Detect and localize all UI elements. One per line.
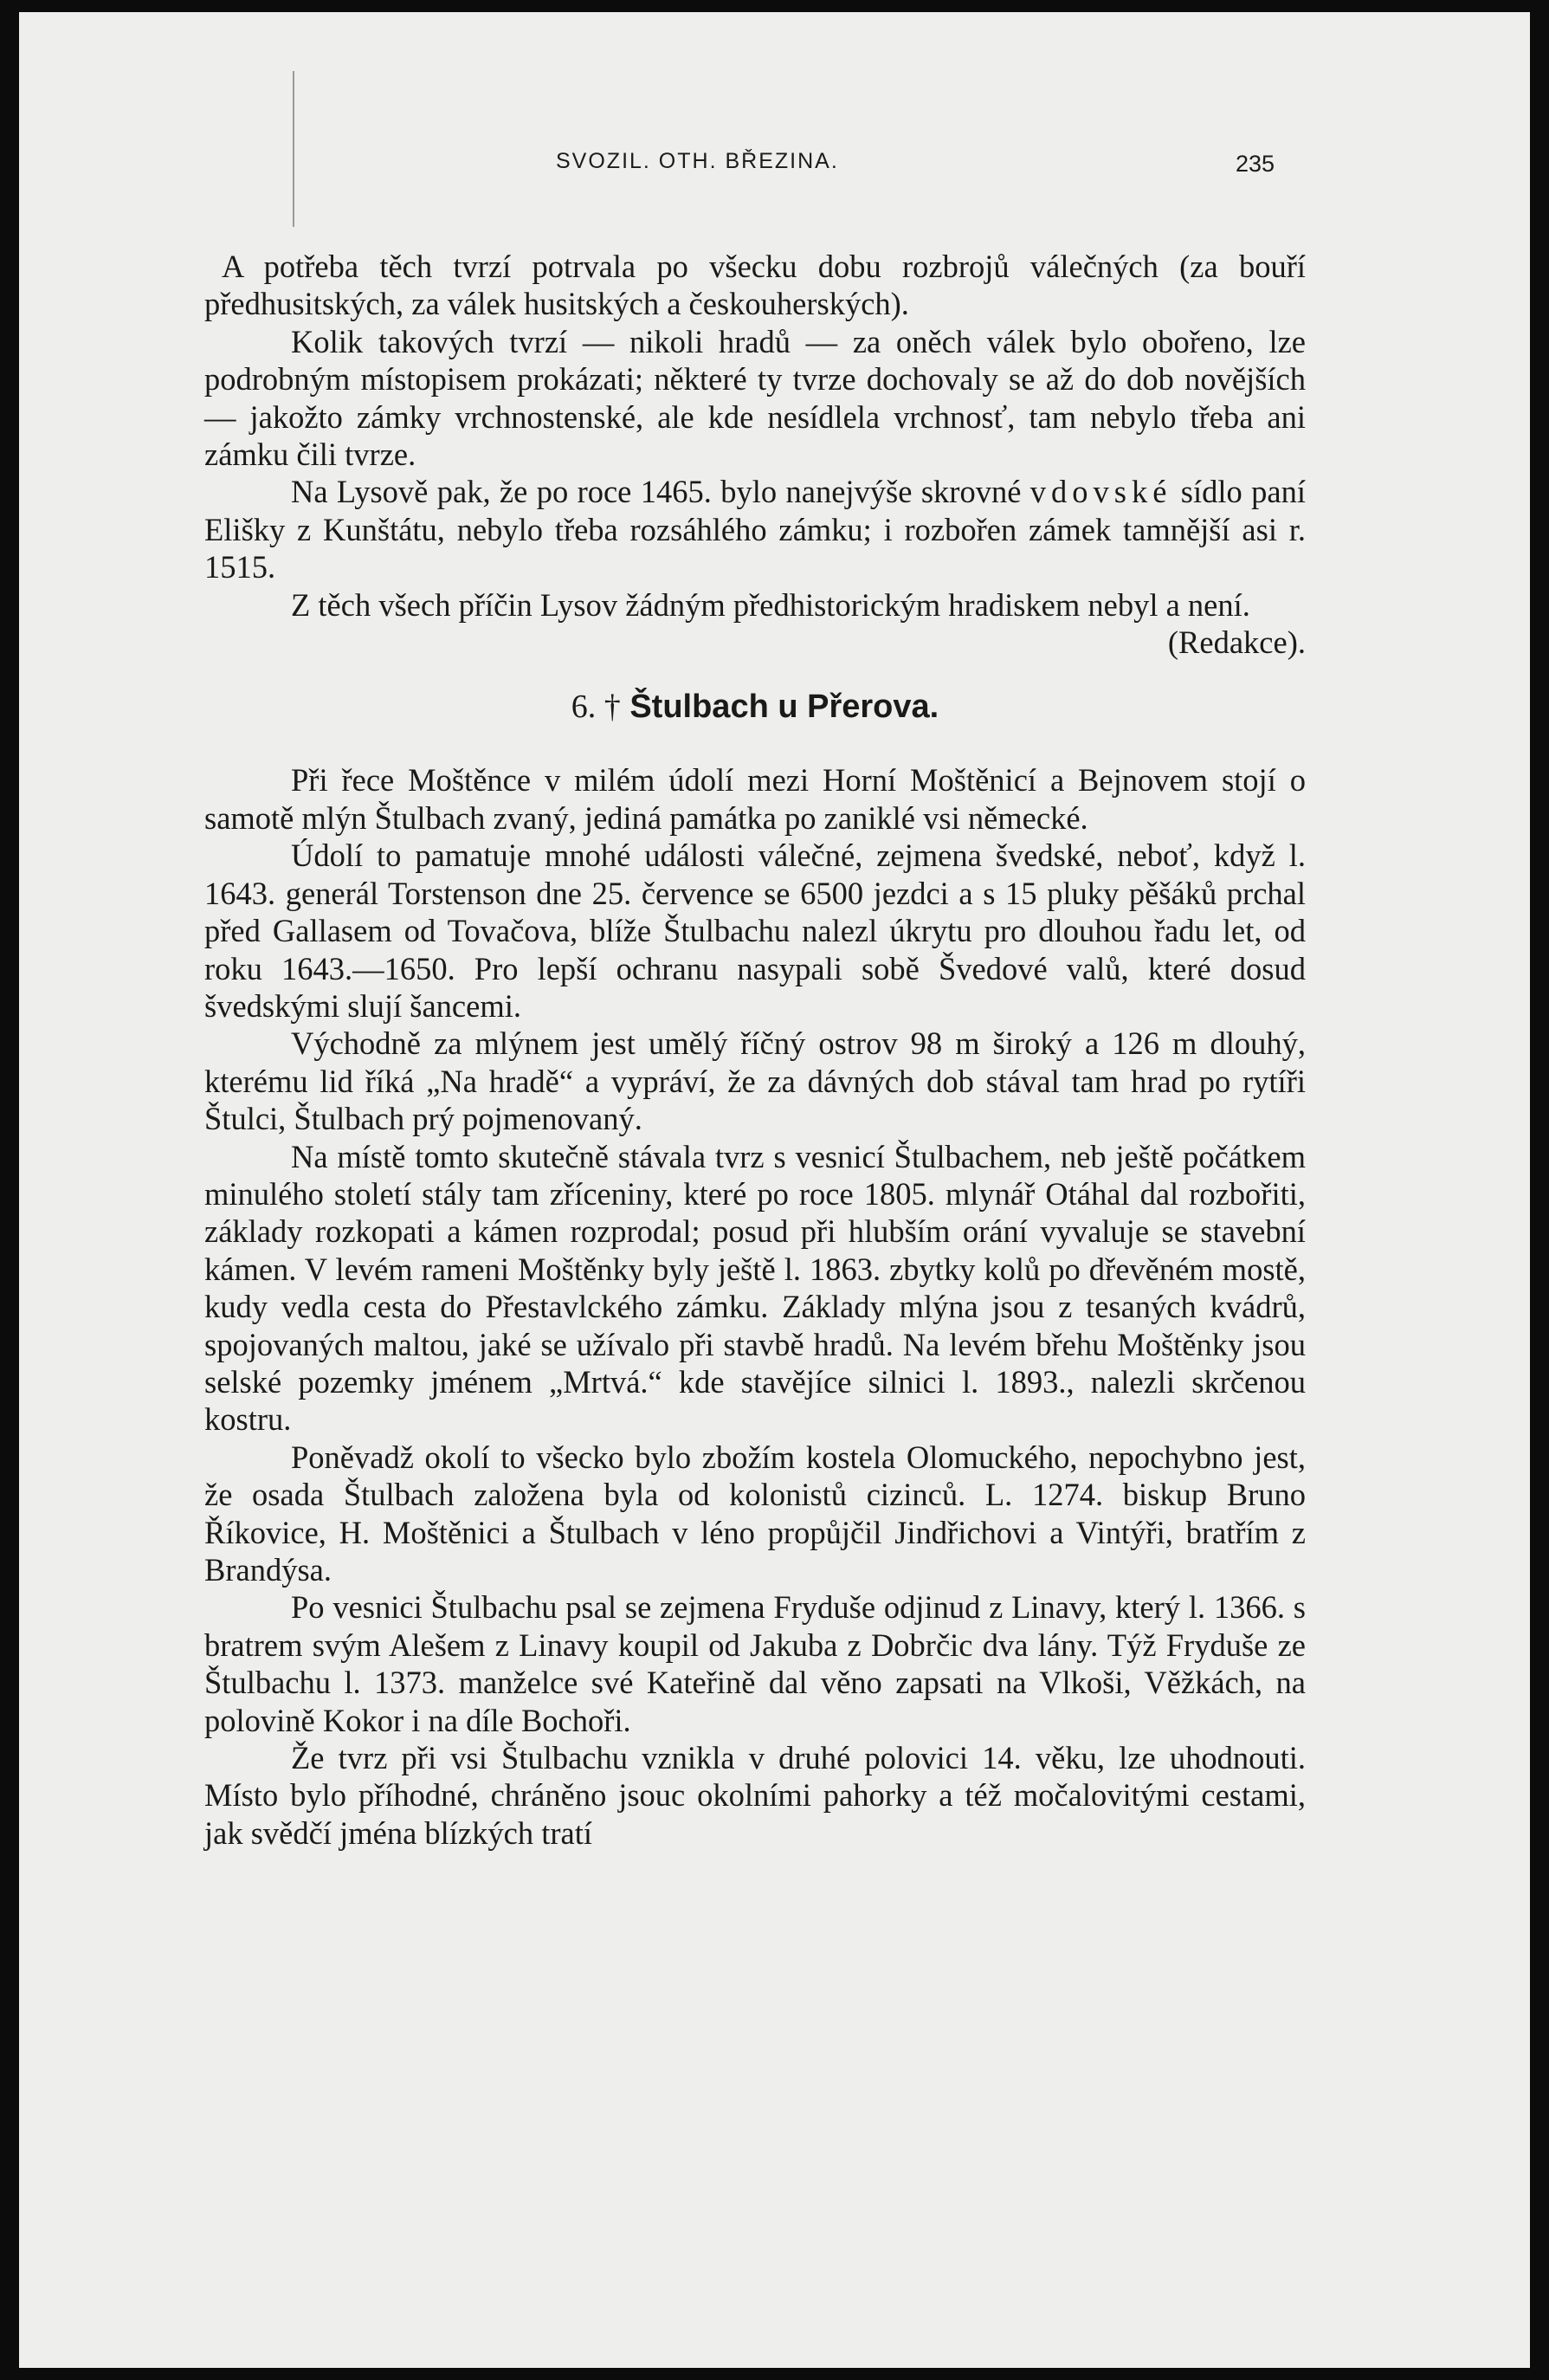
paragraph: Při řece Moštěnce v milém údolí mezi Horní Moštěnicí a Bejnovem stojí o samotě mlýn Štulbach zvaný, jediná památka po zaniklé vsi německé. [204, 762, 1306, 836]
paragraph-text: Z těch všech příčin Lysov žádným předhistorickým hradiskem nebyl a není. [291, 586, 1250, 623]
book-page [19, 12, 1530, 2368]
paragraph [204, 473, 1306, 585]
running-title: SVOZIL. OTH. BŘEZINA. [556, 149, 839, 173]
emphasis-text: vdovské [1029, 474, 1172, 510]
page-number: 235 [1236, 151, 1275, 177]
running-header [19, 149, 1530, 184]
paragraph-text: Na Lysově pak, že po roce 1465. bylo nanejvýše skrovné [291, 474, 1022, 510]
paragraph: Po vesnici Štulbachu psal se zejmena Fryduše odjinud z Linavy, který l. 1366. s bratrem svým Alešem z Linavy koupil od Jakuba z Dobrčic dva lány. Týž Fryduše ze Štulbachu l. 1373. manželce své Kateřině dal věno zapsati na Vlkoši, Věžkách, na polovině Kokor i na díle Bochoři. [204, 1589, 1306, 1738]
paragraph: A potřeba těch tvrzí potrvala po všecku dobu rozbrojů válečných (za bouří předhusitských, za válek husitských a českouherských). [204, 249, 1306, 322]
section-heading [204, 687, 1306, 727]
paragraph: Východně za mlýnem jest umělý říčný ostrov 98 m široký a 126 m dlouhý, kterému lid říká „Na hradě“ a vypráví, že za dávných dob stával tam hrad po rytíři Štulci, Štulbach prý pojmenovaný. [204, 1025, 1306, 1137]
paragraph [204, 586, 1306, 661]
body-text [204, 248, 1306, 1852]
paragraph: Kolik takových tvrzí — nikoli hradů — za oněch válek bylo obořeno, lze podrobným místopisem prokázati; některé ty tvrze dochovaly se až do dob novějších — jakožto zámky vrchnostenské, ale kde nesídlela vrchnosť, tam nebylo třeba ani zámku čili tvrze. [204, 323, 1306, 473]
paragraph-text: sídlo paní Elišky z Kunštátu, nebylo třeba rozsáhlého zámku; i rozbořen zámek tamnější asi r. 1515. [204, 474, 1306, 585]
paragraph: Poněvadž okolí to všecko bylo zbožím kostela Olomuckého, nepochybno jest, že osada Štulbach založena byla od kolonistů cizinců. L. 1274. biskup Bruno Říkovice, H. Moštěnici a Štulbach v léno propůjčil Jindřichovi a Vintýři, bratřím z Brandýsa. [204, 1439, 1306, 1588]
attribution: (Redakce). [1167, 624, 1306, 661]
paragraph: Na místě tomto skutečně stávala tvrz s vesnicí Štulbachem, neb ještě počátkem minulého století stály tam zříceniny, které po roce 1805. mlynář Otáhal dal rozbořiti, základy rozkopati a kámen rozprodal; posud při hlubším orání vyvaluje se stavební kámen. V levém rameni Moštěnky byly ještě l. 1863. zbytky kolů po dřevěném mostě, kudy vedla cesta do Přestavlckého zámku. Základy mlýna jsou z tesaných kvádrů, spojovaných maltou, jaké se užívalo při stavbě hradů. Na levém břehu Moštěnky jsou selské pozemky jménem „Mrtvá.“ kde stavějíce silnici l. 1893., nalezli skrčenou kostru. [204, 1138, 1306, 1438]
section-title: Štulbach u Přerova. [629, 689, 939, 726]
paragraph: Že tvrz při vsi Štulbachu vznikla v druhé polovici 14. věku, lze uhodnouti. Místo bylo příhodné, chráněno jsouc okolními pahorky a též močalovitými cestami, jak svědčí jména blízkých tratí [204, 1740, 1306, 1851]
section-number: 6. † [571, 689, 621, 726]
paragraph: Údolí to pamatuje mnohé události válečné, zejmena švedské, neboť, když l. 1643. generál Torstenson dne 25. července se 6500 jezdci a s 15 pluky pěšáků prchal před Gallasem od Tovačova, blíže Štulbachu nalezl úkrytu pro dlouhou řadu let, od roku 1643.—1650. Pro lepší ochranu nasypali sobě Švedové valů, které dosud švedskými slují šancemi. [204, 838, 1306, 1024]
